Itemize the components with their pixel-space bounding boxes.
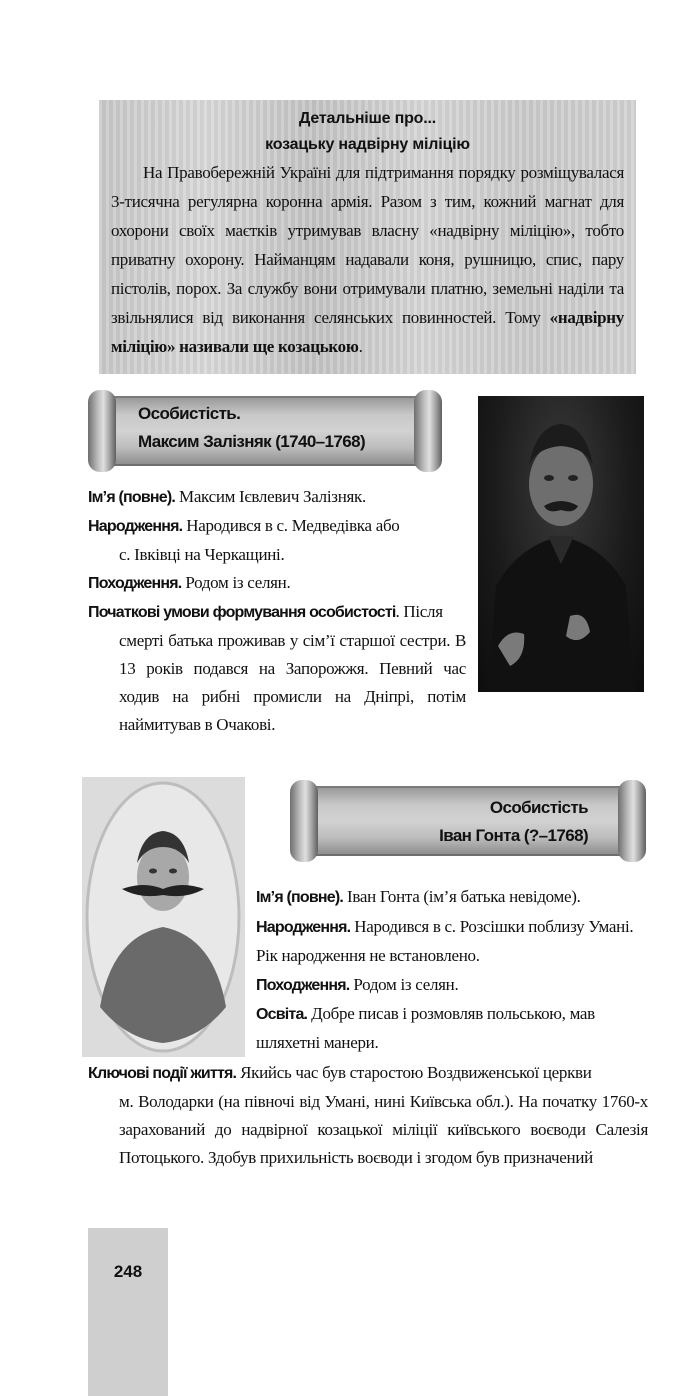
gonta-origin-label: Походження. (256, 977, 350, 994)
scroll-roll-left (290, 780, 318, 862)
gonta-name-label: Ім’я (повне). (256, 889, 344, 906)
gonta-birth (256, 913, 648, 970)
zaliznyak-banner-line1: Особистість. (138, 404, 241, 423)
info-title-line1: Детальніше про... (299, 110, 436, 127)
gonta-banner-line2: Іван Гонта (?–1768) (439, 826, 588, 845)
scroll-roll-left (88, 390, 116, 472)
gonta-origin (256, 971, 648, 1000)
gonta-origin-value: Родом із селян. (349, 975, 459, 994)
zaliznyak-banner-line2: Максим Залізняк (1740–1768) (138, 432, 366, 451)
gonta-education-value-1: Добре писав і розмовляв польською, мав (307, 1004, 595, 1023)
gonta-education-value-2: шляхетні манери. (256, 1033, 379, 1052)
zaliznyak-conditions-value-2: смерті батька проживав у сім’ї старшої сестри. В 13 років подався на Запорожжя. Певний час ходив на рибні промисли на Дніпрі, потім наймитував в Очакові. (119, 631, 466, 734)
zaliznyak-origin-value: Родом із селян. (181, 573, 291, 592)
gonta-portrait (82, 777, 245, 1057)
gonta-banner (290, 780, 646, 862)
info-text-end: . (358, 337, 363, 356)
gonta-banner-line1: Особистість (489, 798, 588, 817)
gonta-birth-value-2: Рік народження не встановлено. (256, 946, 480, 965)
zaliznyak-birth (88, 512, 466, 569)
gonta-education (256, 1000, 648, 1057)
zaliznyak-name-label: Ім’я (повне). (88, 489, 176, 506)
zaliznyak-portrait-image (478, 396, 644, 692)
zaliznyak-birth-label: Народження. (88, 518, 183, 535)
info-box (99, 100, 636, 374)
zaliznyak-birth-value-1: Народився в с. Медведівка або (182, 516, 400, 535)
info-text-main: На Правобережній Україні для підтримання порядку розміщувалася 3-тисячна регулярна коронна армія. Разом з тим, кожний магнат для охорони своїх маєтків утримував власну «надвірну міліцію», тобто приватну охорону. Найманцям надавали коня, рушницю, спис, пару пістолів, порох. За службу вони отримували платню, земельні наділи та звільнялися від виконання селянських повинностей. Тому (111, 163, 624, 327)
gonta-events-value-2: м. Володарки (на півночі від Умані, нині Київська обл.). На початку 1760-х зарахований до надвірної козацької міліції київського воєводи Салезія Потоцького. Здобув прихильність воєводи і згодом був призначений (119, 1092, 648, 1167)
zaliznyak-origin (88, 569, 468, 598)
zaliznyak-conditions (88, 598, 466, 739)
gonta-name-value: Іван Гонта (ім’я батька невідоме). (343, 887, 581, 906)
info-text-bold: «надвірну міліцію» називали ще козацькою (111, 308, 624, 356)
zaliznyak-origin-label: Походження. (88, 575, 182, 592)
zaliznyak-conditions-label: Початкові умови формування особистості (88, 604, 396, 621)
info-title-line2: козацьку надвірну міліцію (265, 136, 470, 153)
zaliznyak-birth-value-2: с. Івківці на Черкащині. (119, 545, 285, 564)
gonta-birth-label: Народження. (256, 919, 351, 936)
scroll-roll-right (618, 780, 646, 862)
gonta-birth-value-1: Народився в с. Розсішки поблизу Умані. (350, 917, 634, 936)
gonta-education-label: Освіта. (256, 1006, 308, 1023)
gonta-events (88, 1059, 648, 1172)
zaliznyak-portrait (478, 396, 644, 692)
gonta-events-label: Ключові події життя. (88, 1065, 237, 1082)
info-box-text (111, 158, 624, 361)
page-number: 248 (113, 1262, 143, 1281)
info-box-title (111, 106, 624, 158)
zaliznyak-name-value: Максим Ієвлевич Залізняк. (175, 487, 366, 506)
gonta-events-value-1: Якийсь час був старостою Воздвиженської церкви (236, 1063, 592, 1082)
zaliznyak-banner (88, 390, 442, 472)
scroll-roll-right (414, 390, 442, 472)
gonta-portrait-image (82, 777, 245, 1057)
zaliznyak-conditions-value-1: . Після (395, 602, 443, 621)
gonta-name (256, 883, 648, 912)
zaliznyak-name (88, 483, 468, 512)
page-number-tab (88, 1228, 168, 1396)
